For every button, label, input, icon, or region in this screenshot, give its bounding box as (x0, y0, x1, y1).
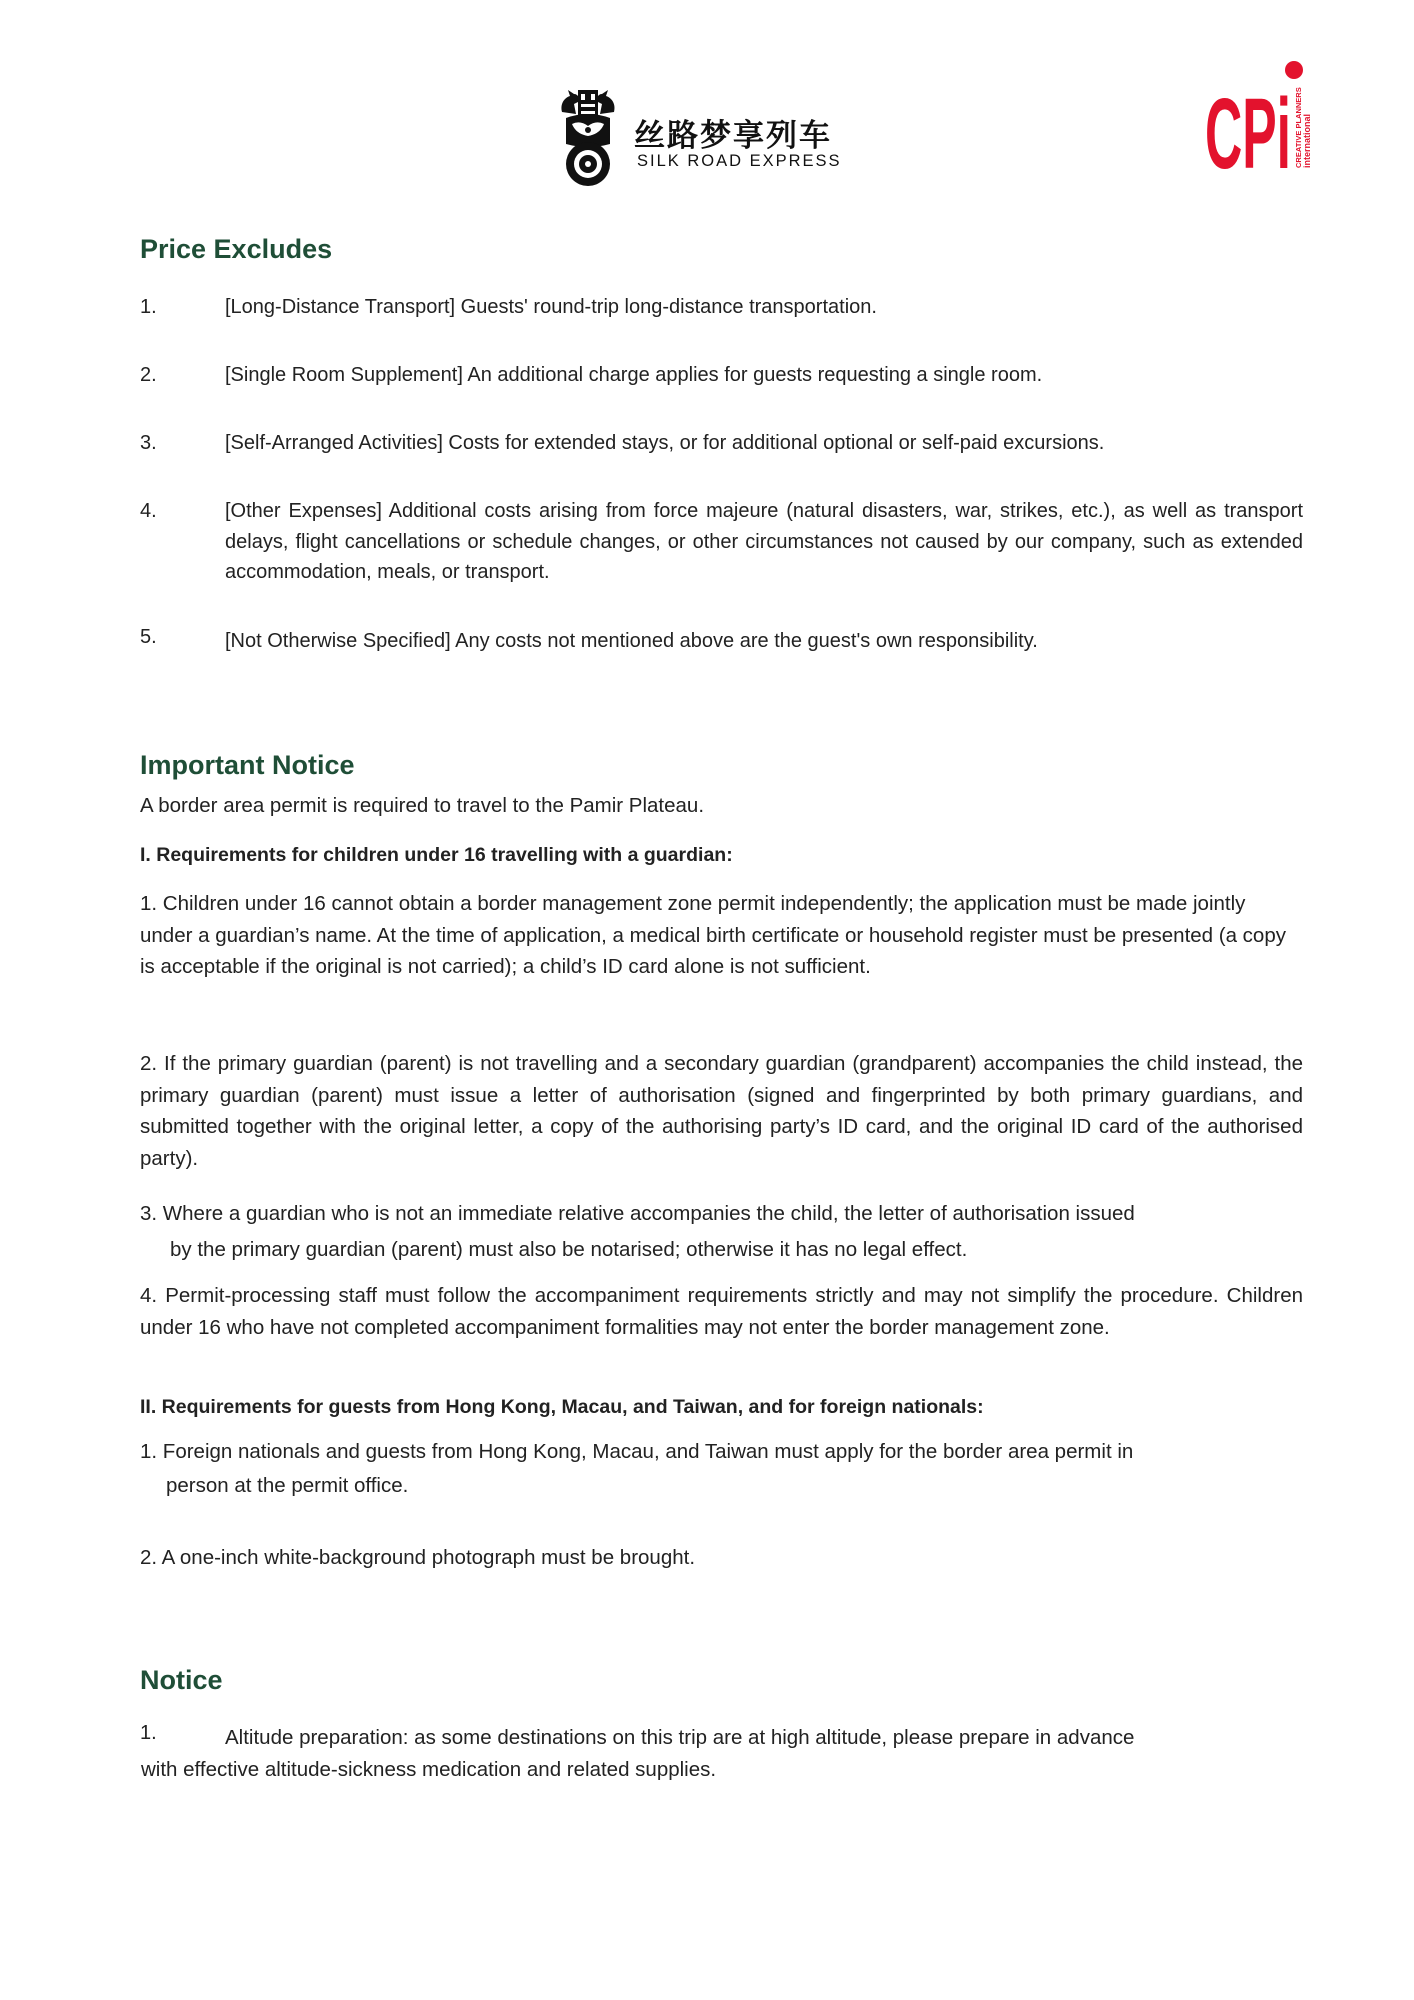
list-item-number: 2. (140, 364, 157, 386)
children-requirement-4: 4. Permit-processing staff must follow the accompaniment requirements strictly and may not simplify the procedure. Children under 16 who have not completed accompaniment formalities may not enter the border management zone. (140, 1284, 1303, 1339)
list-item-number: 3. (140, 432, 157, 454)
foreign-requirement-2: 2. A one-inch white-background photograph must be brought. (140, 1546, 696, 1569)
list-item-number: 1. (140, 296, 157, 318)
silk-road-express-logo (556, 84, 856, 194)
brand-name-chinese: 丝路梦享列车 (634, 118, 832, 154)
train-emblem-icon (556, 84, 620, 190)
price-excludes-heading: Price Excludes (140, 234, 333, 264)
important-notice-intro: A border area permit is required to travel to the Pamir Plateau. (140, 794, 705, 817)
foreign-requirement-1-line2: person at the permit office. (166, 1474, 409, 1497)
list-item-number: 4. (140, 500, 157, 522)
notice-heading: Notice (140, 1665, 223, 1695)
cpi-logo-tagline-2: international (1302, 113, 1312, 168)
list-item-text: [Other Expenses] Additional costs arising from force majeure (natural disasters, war, strikes, etc.), as well as transport delays, flight cancellations or schedule changes, or other circumstances not caused by our company, such as extended accommodation, meals, or transport. (225, 500, 1303, 583)
section-children-heading: I. Requirements for children under 16 travelling with a guardian: (140, 844, 733, 866)
cpi-logo-tagline-1: CREATIVE PLANNERS (1294, 87, 1303, 168)
foreign-requirement-1-line1: 1. Foreign nationals and guests from Hong Kong, Macau, and Taiwan must apply for the border area permit in (140, 1440, 1134, 1463)
list-item-text: [Not Otherwise Specified] Any costs not mentioned above are the guest's own responsibility. (225, 630, 1038, 652)
notice-item-number: 1. (140, 1722, 157, 1744)
cpi-logo (1205, 60, 1320, 175)
children-requirement-2: 2. If the primary guardian (parent) is not travelling and a secondary guardian (grandparent) accompanies the child instead, the primary guardian (parent) must issue a letter of authorisation (signed and fingerprinted by both primary guardians, and submitted together with the original letter, a copy of the authorising party’s ID card, and the original ID card of the authorised party). (140, 1052, 1303, 1170)
list-item-number: 5. (140, 626, 157, 648)
children-requirement-3-line2: by the primary guardian (parent) must also be notarised; otherwise it has no legal effect. (170, 1238, 968, 1261)
list-item-text: [Long-Distance Transport] Guests' round-trip long-distance transportation. (225, 296, 877, 318)
children-requirement-3-line1: 3. Where a guardian who is not an immediate relative accompanies the child, the letter of authorisation issued (140, 1202, 1135, 1225)
children-requirement-1: 1. Children under 16 cannot obtain a border management zone permit independently; the application must be made jointly under a guardian’s name. At the time of application, a medical birth certificate or household register must be presented (a copy is acceptable if the original is not carried); a child’s ID card alone is not sufficient. (140, 892, 1286, 978)
notice-item-line2: with effective altitude-sickness medication and related supplies. (141, 1758, 717, 1781)
important-notice-heading: Important Notice (140, 750, 355, 780)
section-foreign-heading: II. Requirements for guests from Hong Kong, Macau, and Taiwan, and for foreign nationals: (140, 1396, 984, 1418)
cpi-logo-letters: CPi (1205, 78, 1291, 175)
notice-item-line1: Altitude preparation: as some destinations on this trip are at high altitude, please prepare in advance (225, 1726, 1135, 1749)
brand-name-english: SILK ROAD EXPRESS (637, 152, 842, 170)
list-item-text: [Single Room Supplement] An additional charge applies for guests requesting a single room. (225, 364, 1043, 386)
list-item-text: [Self-Arranged Activities] Costs for extended stays, or for additional optional or self-paid excursions. (225, 432, 1105, 454)
